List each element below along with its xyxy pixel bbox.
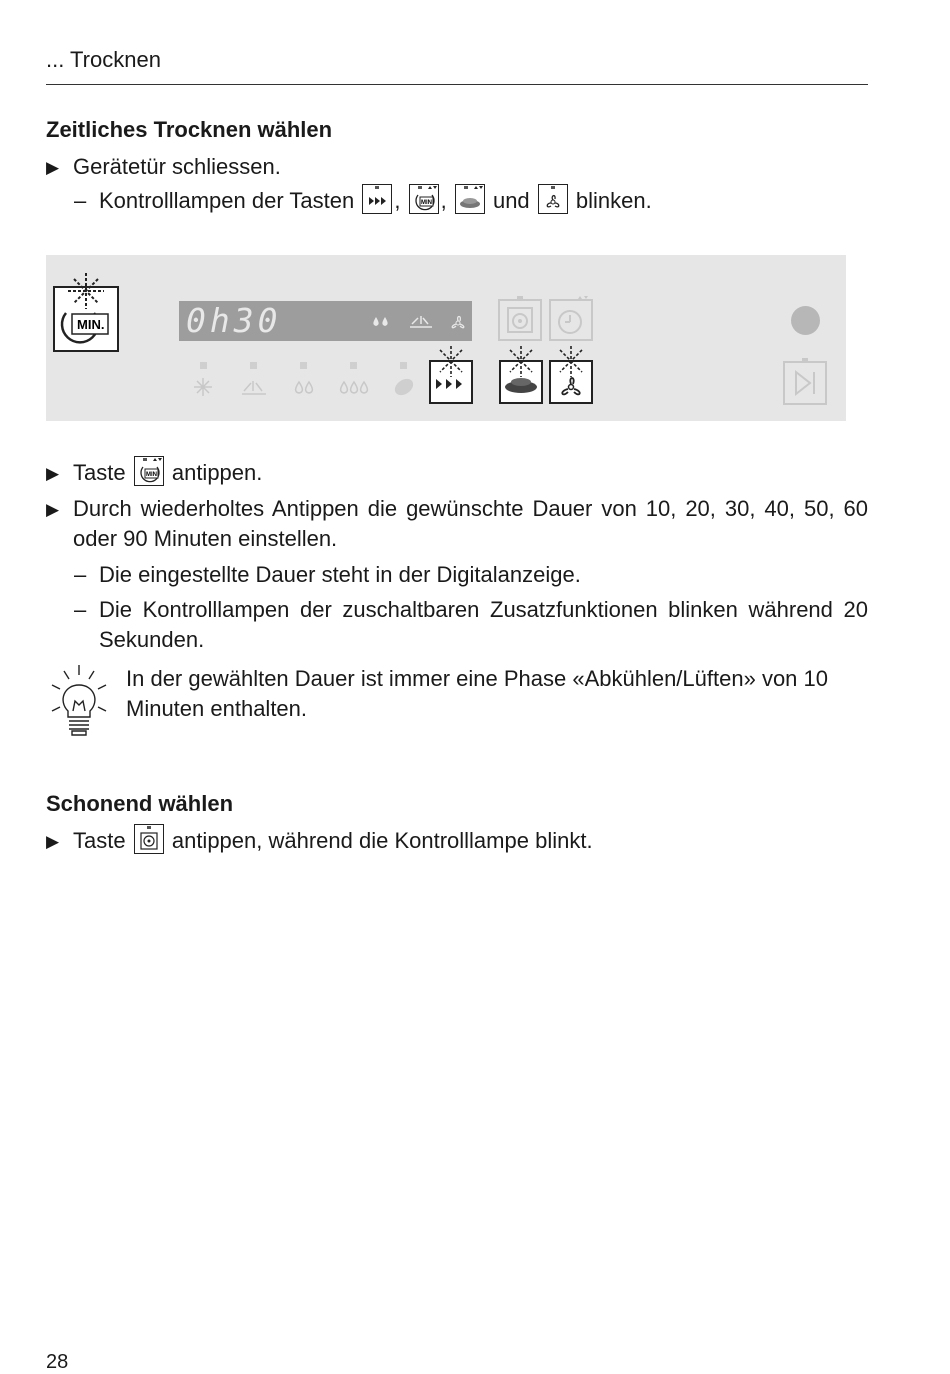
svg-text:MIN.: MIN. [77, 317, 105, 332]
step-close-door: Gerätetür schliessen. [73, 154, 281, 179]
section-heading-schonend: Schonend wählen [46, 791, 234, 816]
section-heading-zeitliches: Zeitliches Trocknen wählen [46, 117, 333, 142]
dash-bullet: – [74, 597, 87, 622]
note-text: Kontrolllampen der Tasten [99, 188, 355, 213]
fan-key-icon [538, 184, 568, 214]
faded-program-keys [498, 296, 594, 342]
blinking-function-keys [428, 345, 596, 405]
program-selector-icons [186, 360, 426, 402]
svg-text:MIN: MIN [145, 472, 157, 479]
start-pause-icon [782, 358, 830, 406]
fast-forward-key-icon [362, 184, 392, 214]
play-arrow-icon: ▶ [46, 500, 60, 519]
min-timer-blinking-key-icon [52, 271, 122, 355]
play-arrow-icon: ▶ [46, 832, 60, 851]
tip-text: In der gewählten Dauer ist immer eine Phase «Abkühlen/Lüften» von 10 Minuten enthalten. [126, 666, 828, 721]
display-status-icons [368, 311, 472, 333]
header-title: ... Trocknen [46, 47, 161, 72]
dash-bullet: – [74, 562, 87, 587]
power-indicator [791, 306, 820, 335]
play-arrow-icon: ▶ [46, 464, 60, 483]
dash-bullet: – [74, 188, 87, 213]
header-divider [46, 84, 868, 85]
svg-text:MIN: MIN [420, 200, 432, 207]
step-tap-min-key: Taste MIN antippen. [73, 458, 262, 489]
step-tap-gentle-key: Taste antippen, während die Kontrolllampe blinkt. [73, 826, 593, 857]
lightbulb-tip-icon [46, 663, 112, 739]
dot-key-icon [134, 824, 164, 854]
page-number: 28 [46, 1351, 69, 1373]
min-timer-key-icon [409, 184, 439, 214]
min-timer-key-icon [134, 456, 164, 486]
note-lamps-blink: Die Kontrolllampen der zuschaltbaren Zusatzfunktionen blinken während 20 Sekunden. [99, 597, 868, 652]
gentle-key-icon [455, 184, 485, 214]
note-duration-display: Die eingestellte Dauer steht in der Digitalanzeige. [99, 562, 581, 587]
note-blinking-keys: Kontrolllampen der Tasten , MIN , und blinken. [99, 186, 652, 217]
play-arrow-icon: ▶ [46, 158, 60, 177]
step-repeat-tap: Durch wiederholtes Antippen die gewünschte Dauer von 10, 20, 30, 40, 50, 60 oder 90 Minuten einstellen. [73, 496, 868, 551]
display-value: 0h30 [186, 301, 282, 340]
